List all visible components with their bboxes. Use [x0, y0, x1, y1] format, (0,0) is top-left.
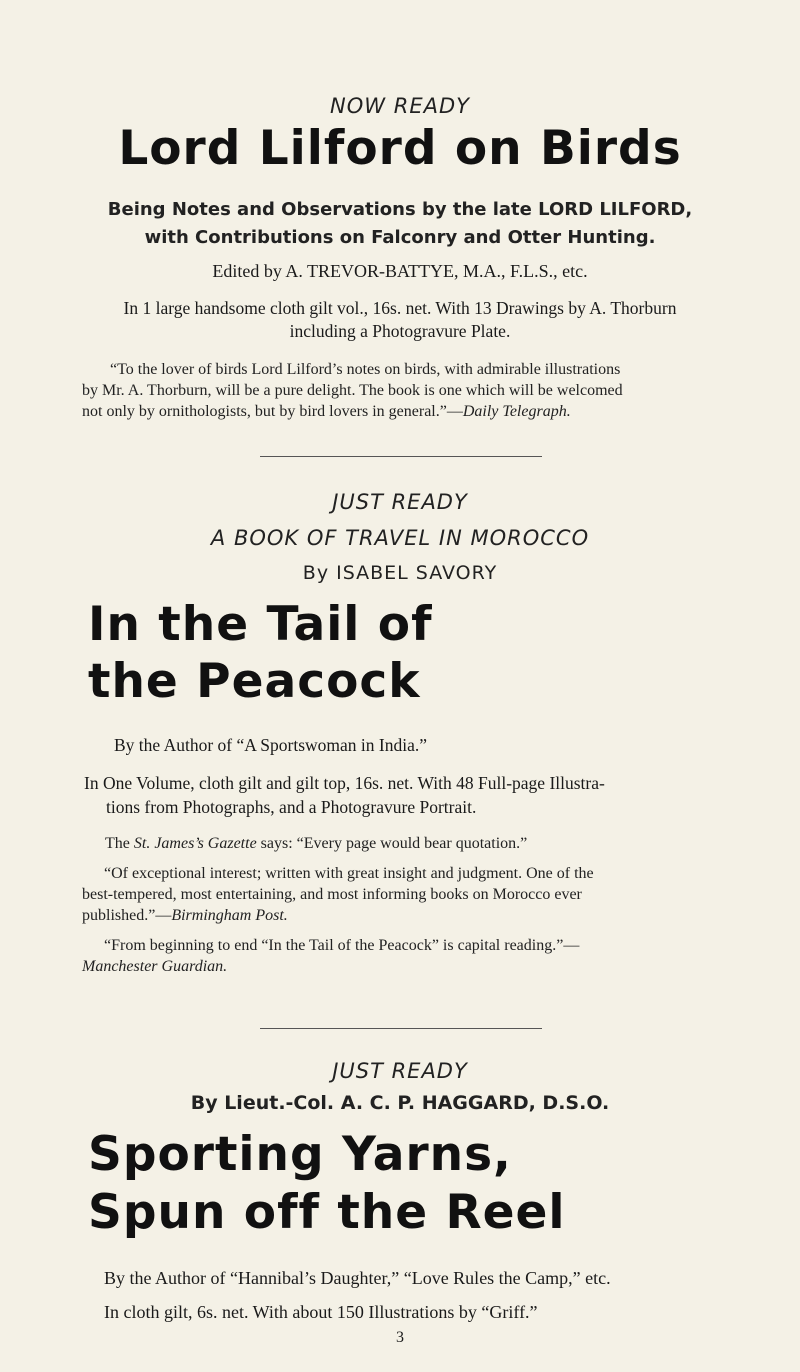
section2-kicker: JUST READY: [332, 490, 468, 514]
divider-1: [260, 456, 542, 457]
section1-review: [82, 359, 742, 422]
section1-review-line2: by Mr. A. Thorburn, will be a pure delight. The book is one which will be welcomed: [82, 382, 623, 399]
section2-review2-line3: [82, 905, 742, 926]
section2-review3-line1: “From beginning to end “In the Tail of the Peacock” is capital reading.”—: [104, 937, 580, 954]
section1-kicker: NOW READY: [330, 94, 470, 118]
section1-title: Lord Lilford on Birds: [118, 121, 682, 176]
section1-review-line3: [82, 401, 742, 422]
section2-by-author-of: By the Author of “A Sportswoman in India.”: [114, 735, 428, 755]
section2-title-line1: In the Tail of: [88, 597, 433, 652]
section2-review2-line1: “Of exceptional interest; written with great insight and judgment. One of the: [104, 865, 594, 882]
section1-subtitle-line2: with Contributions on Falconry and Otter Hunting.: [144, 227, 656, 248]
page-number: 3: [396, 1329, 404, 1346]
section2-review2: [82, 863, 742, 926]
section1-subtitle-line1: Being Notes and Observations by the late LORD LILFORD,: [107, 199, 693, 220]
section2-review1-text: says: “Every page would bear quotation.”: [256, 835, 528, 852]
section1-review-line3-text: not only by ornithologists, but by bird lovers in general.”—: [82, 403, 463, 420]
section2-review1-prefix: The: [105, 835, 134, 852]
section3-kicker: JUST READY: [332, 1059, 468, 1083]
section1-review-line1: “To the lover of birds Lord Lilford’s notes on birds, with admirable illustrations: [110, 361, 621, 378]
section1-review-source: Daily Telegraph.: [462, 403, 571, 420]
section2-format-line2: tions from Photographs, and a Photogravure Portrait.: [106, 797, 477, 817]
section1-editor: Edited by A. TREVOR-BATTYE, M.A., F.L.S., etc.: [212, 261, 588, 281]
section2-format-line1: In One Volume, cloth gilt and gilt top, 16s. net. With 48 Full-page Illustra-: [84, 773, 605, 793]
section1-format-line1: In 1 large handsome cloth gilt vol., 16s. net. With 13 Drawings by A. Thorburn: [123, 298, 677, 318]
section2-review3: [82, 935, 742, 977]
section2-author: By ISABEL SAVORY: [302, 562, 498, 584]
section3-format: In cloth gilt, 6s. net. With about 150 Illustrations by “Griff.”: [104, 1302, 538, 1322]
section3-title-line1: Sporting Yarns,: [88, 1127, 512, 1182]
section2-review3-source: Manchester Guardian.: [82, 958, 228, 975]
section3-by-author-of: By the Author of “Hannibal’s Daughter,” “Love Rules the Camp,” etc.: [104, 1268, 611, 1288]
section2-review1-source: St. James’s Gazette: [133, 835, 257, 852]
section2-review2-line2: best-tempered, most entertaining, and most informing books on Morocco ever: [82, 886, 582, 903]
section3-title-line2: Spun off the Reel: [88, 1185, 566, 1240]
section3-author: By Lieut.-Col. A. C. P. HAGGARD, D.S.O.: [190, 1092, 610, 1114]
section2-review2-line3-text: published.”—: [82, 907, 172, 924]
section1-format-line2: including a Photogravure Plate.: [289, 321, 511, 341]
divider-2: [260, 1028, 542, 1029]
section2-tagline: A BOOK OF TRAVEL IN MOROCCO: [210, 526, 590, 550]
section2-review1: [105, 833, 527, 854]
section2-review2-source: Birmingham Post.: [171, 907, 288, 924]
section2-format: [84, 771, 724, 819]
section2-title-line2: the Peacock: [88, 654, 421, 709]
